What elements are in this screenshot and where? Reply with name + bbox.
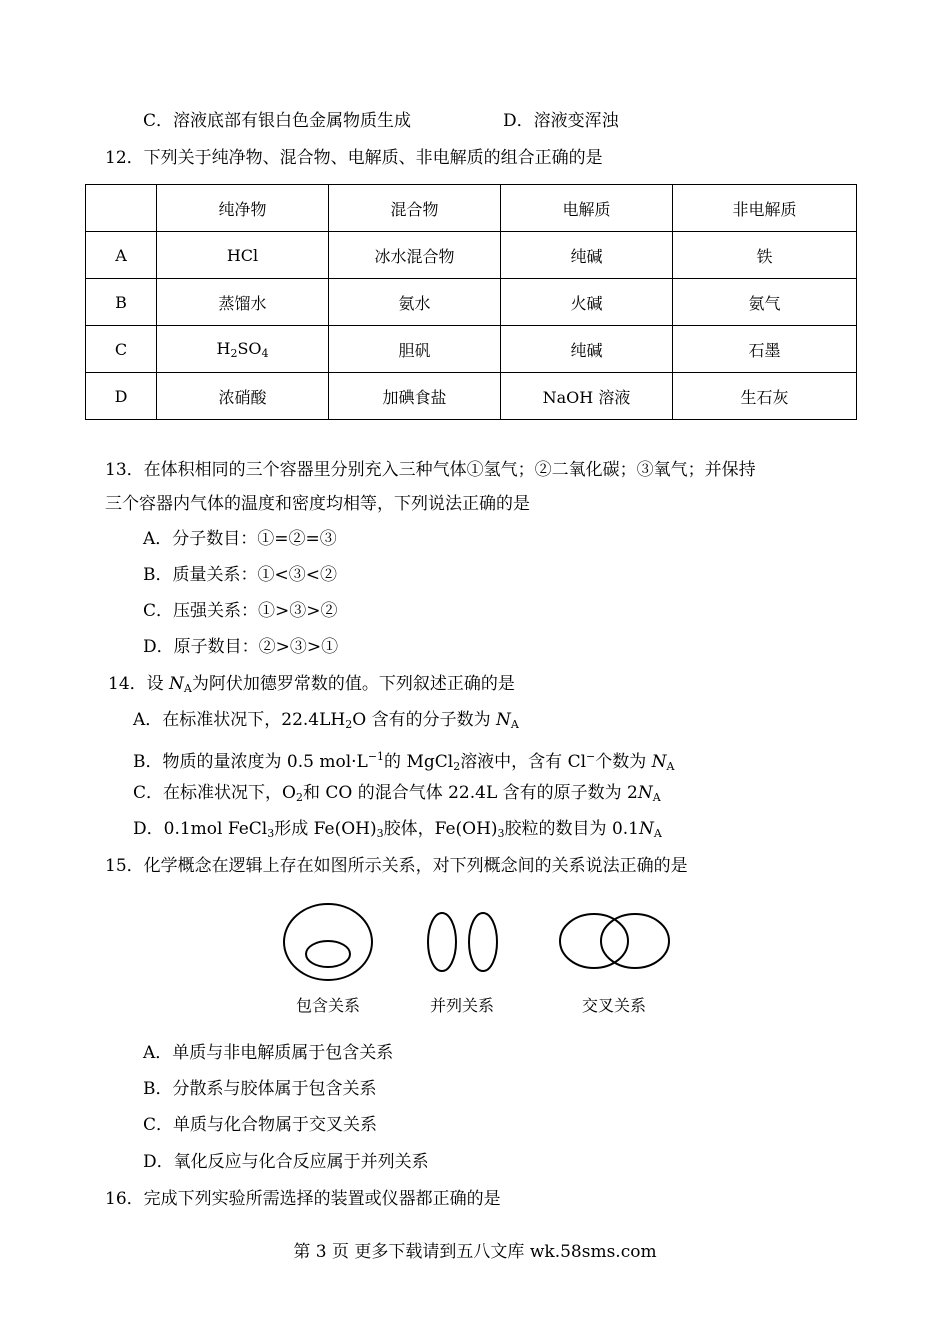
table-cell: 纯碱	[501, 326, 673, 373]
table-header-row	[86, 185, 857, 232]
table-header-cell: 纯净物	[157, 185, 329, 232]
symbol-a-sub: A	[666, 760, 675, 773]
table-cell: 浓硝酸	[157, 373, 329, 420]
symbol-n: N	[651, 752, 667, 772]
q11-option-c: C．溶液底部有银白色金属物质生成	[143, 111, 412, 131]
table-cell: 氨水	[329, 279, 501, 326]
table-cell: 石墨	[673, 326, 857, 373]
relationship-diagram-svg	[278, 895, 678, 990]
text-part: 的 MgCl	[384, 752, 454, 772]
formula-sub: 2	[230, 346, 238, 360]
table-cell: C	[86, 326, 157, 373]
text-part: A．在标准状况下，22.4LH	[133, 710, 346, 730]
text-part: B．物质的量浓度为 0.5 mol·L	[133, 752, 368, 772]
table-cell-formula	[157, 326, 329, 373]
q15-option-a: A．单质与非电解质属于包含关系	[143, 1043, 394, 1063]
q13-option-b: B．质量关系：①<③<②	[143, 565, 337, 585]
intersect-left-ellipse	[560, 914, 628, 968]
q11-option-d: D．溶液变浑浊	[503, 111, 619, 131]
table-cell: 加碘食盐	[329, 373, 501, 420]
formula-sub: 2	[295, 791, 303, 804]
q12-table	[85, 184, 857, 420]
text-part: O 含有的分子数为	[352, 710, 496, 730]
q15-option-d: D．氧化反应与化合反应属于并列关系	[143, 1152, 429, 1172]
label-containment: 包含关系	[295, 996, 360, 1015]
q15-option-c: C．单质与化合物属于交叉关系	[143, 1115, 378, 1135]
symbol-n: N	[637, 783, 653, 803]
table-cell: 纯碱	[501, 232, 673, 279]
table-cell: 胆矾	[329, 326, 501, 373]
formula-sub: 4	[261, 346, 269, 360]
table-cell: 蒸馏水	[157, 279, 329, 326]
q14-stem	[108, 672, 515, 701]
formula-sup: −	[586, 750, 596, 763]
formula-sub: 3	[376, 827, 384, 840]
q16-stem: 16．完成下列实验所需选择的装置或仪器都正确的是	[105, 1189, 501, 1209]
formula-part: SO	[237, 338, 262, 358]
table-header-cell: 混合物	[329, 185, 501, 232]
table-cell: 冰水混合物	[329, 232, 501, 279]
q13-stem-line2: 三个容器内气体的温度和密度均相等，下列说法正确的是	[105, 494, 530, 514]
table-header-cell: 电解质	[501, 185, 673, 232]
parallel-right-ellipse	[469, 913, 497, 971]
parallel-left-ellipse	[428, 913, 456, 971]
table-row	[86, 279, 857, 326]
text-part: 胶粒的数目为 0.1	[504, 819, 639, 839]
symbol-n: N	[169, 674, 184, 694]
formula-sup: −1	[367, 750, 385, 763]
q14-option-a	[133, 708, 519, 737]
label-intersection: 交叉关系	[581, 996, 646, 1015]
q14-option-c	[133, 781, 661, 810]
intersect-right-ellipse	[601, 914, 669, 968]
table-cell: 生石灰	[673, 373, 857, 420]
q12-stem: 12．下列关于纯净物、混合物、电解质、非电解质的组合正确的是	[105, 148, 603, 168]
symbol-n: N	[496, 710, 511, 730]
formula-sub: 2	[345, 718, 353, 731]
containment-inner-ellipse	[306, 941, 350, 967]
symbol-a-sub: A	[653, 827, 662, 840]
text-part: C．在标准状况下，O	[133, 783, 296, 803]
label-parallel: 并列关系	[429, 996, 494, 1015]
q13-option-a: A．分子数目：①=②=③	[143, 529, 337, 549]
table-cell: NaOH 溶液	[501, 373, 673, 420]
table-row	[86, 232, 857, 279]
formula-sub: 2	[453, 760, 461, 773]
q13-option-c: C．压强关系：①>③>②	[143, 601, 338, 621]
symbol-a-sub: A	[183, 682, 192, 695]
text-part: 形成 Fe(OH)	[274, 819, 377, 839]
symbol-n: N	[639, 819, 654, 839]
q14-option-b	[133, 745, 675, 779]
page-footer: 第 3 页 更多下载请到五八文库 wk.58sms.com	[293, 1242, 657, 1262]
text-part: D．0.1mol FeCl	[133, 819, 268, 839]
q15-option-b: B．分散系与胶体属于包含关系	[143, 1079, 377, 1099]
table-cell: HCl	[157, 232, 329, 279]
table-cell: D	[86, 373, 157, 420]
text-part: 溶液中，含有 Cl	[460, 752, 587, 772]
symbol-a-sub: A	[510, 718, 519, 731]
table-cell: B	[86, 279, 157, 326]
table-cell: 氨气	[673, 279, 857, 326]
text-part: 14．设	[108, 674, 170, 694]
table-header-cell	[86, 185, 157, 232]
text-part: 和 CO 的混合气体 22.4L 含有的原子数为 2	[302, 783, 638, 803]
q13-option-d: D．原子数目：②>③>①	[143, 637, 339, 657]
q15-stem: 15．化学概念在逻辑上存在如图所示关系，对下列概念间的关系说法正确的是	[105, 856, 688, 876]
text-part: 个数为	[595, 752, 652, 772]
text-part: 为阿伏加德罗常数的值。下列叙述正确的是	[191, 674, 515, 694]
table-cell: 铁	[673, 232, 857, 279]
table-cell: A	[86, 232, 157, 279]
q13-stem-line1: 13．在体积相同的三个容器里分别充入三种气体①氢气；②二氧化碳；③氧气；并保持	[105, 460, 756, 480]
q14-option-d	[133, 817, 662, 846]
formula-sub: 3	[497, 827, 505, 840]
table-cell: 火碱	[501, 279, 673, 326]
table-header-cell: 非电解质	[673, 185, 857, 232]
symbol-a-sub: A	[652, 791, 661, 804]
table-row	[86, 373, 857, 420]
table-row	[86, 326, 857, 373]
text-part: 胶体，Fe(OH)	[383, 819, 498, 839]
relationship-diagram	[278, 895, 678, 1025]
formula-sub: 3	[267, 827, 275, 840]
formula-part: H	[216, 338, 231, 358]
